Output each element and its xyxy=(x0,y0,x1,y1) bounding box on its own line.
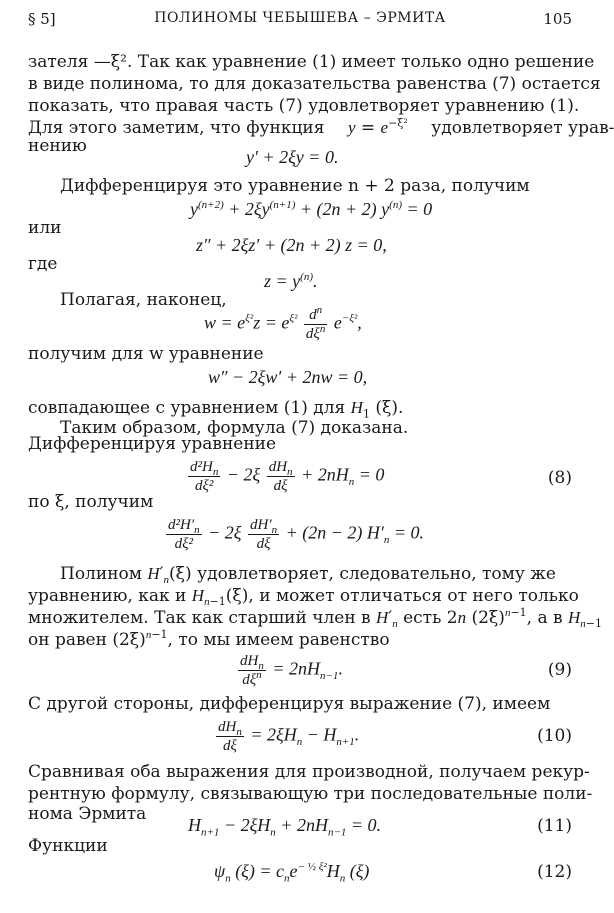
equation-y-prime: y′ + 2ξy = 0. xyxy=(246,147,339,167)
text-line: Сравнивая оба выражения для производной, получаем рекур- xyxy=(28,762,590,782)
text-line: Таким образом, формула (7) доказана. xyxy=(60,418,409,438)
equation-z: z″ + 2ξz′ + (2n + 2) z = 0, xyxy=(196,235,387,255)
equation-9: $\frac{dH_n}{d\xi^n}$ = $2nH_{n-1}$. xyxy=(240,653,343,688)
inline-formula-h1: $H_1$ (ξ). xyxy=(350,398,404,421)
text-line: Функции xyxy=(28,836,108,856)
equation-y-n2: $y^{(n+2)} + 2\xi y^{(n+1)} + (2n + 2) y^{(n)} = 0$ xyxy=(190,199,433,219)
equation-number: (9) xyxy=(547,660,572,680)
inline-formula-power: $(2\xi)^{n-1}$ xyxy=(112,628,168,650)
text-line: он равен $(2\xi)^{n-1}$, то мы имеем равенство xyxy=(28,628,390,650)
equation-number: (12) xyxy=(537,862,572,882)
text-line: в виде полинома, то для доказательства равенства (7) остается xyxy=(28,74,601,94)
inline-formula-leading: 2n $(2\xi)^{n-1}$ xyxy=(446,606,527,628)
text-line: Дифференцируя уравнение xyxy=(28,434,277,454)
inline-formula-hprime: $H'_n(\xi)$ xyxy=(147,564,192,587)
equation-w-def: $w = e^{\xi^2}z = e^{\xi^2}$ $\frac{d^n}{d\xi^n}$ $e^{-\xi^2}$, xyxy=(204,304,362,342)
inline-formula-hn-1: $H_{n-1}$ xyxy=(567,608,602,631)
equation-z-def: $z = y^{(n)}$. xyxy=(264,271,318,291)
text-line: Полагая, наконец, xyxy=(60,290,227,310)
running-header xyxy=(28,10,572,34)
equation-w: w″ − 2ξw′ + 2nw = 0, xyxy=(208,367,368,387)
text-line: множителем. Так как старший член в $H'_n$ есть 2n $(2\xi)^{n-1}$, а в $H_{n-1}$ xyxy=(28,606,602,631)
text-line: или xyxy=(28,218,62,238)
equation-number: (10) xyxy=(537,726,572,746)
inline-formula-hprime-n: $H'_n$ xyxy=(376,608,398,631)
text-line: совпадающее с уравнением (1) для $H_1$ (ξ). xyxy=(28,398,404,421)
text-line: Дифференцируя это уравнение n + 2 раза, получим xyxy=(60,176,530,196)
text-line: уравнению, как и $H_{n-1}(\xi)$, и может отличаться от него только xyxy=(28,586,579,609)
inline-formula-hn1: $H_{n-1}(\xi)$ xyxy=(191,586,249,609)
text-line: С другой стороны, дифференцируя выражение (7), имеем xyxy=(28,694,551,714)
equation-11: $H_{n+1} - 2\xi H_n + 2nH_{n-1} = 0$. xyxy=(188,815,382,839)
text-line: по ξ, получим xyxy=(28,492,154,512)
equation-number: (8) xyxy=(547,468,572,488)
equation-8: $\frac{d^2H_n}{\text{dξ²}}$ − 2ξ $\frac{dH_n}{d\xi}$ + $2nH_n = 0$ xyxy=(190,459,385,494)
text-line: нома Эрмита xyxy=(28,804,147,824)
text-line: получим для w уравнение xyxy=(28,344,264,364)
equation-10: $\frac{dH_n}{d\xi}$ = $2\xi H_n - H_{n+1}$. xyxy=(218,719,360,754)
text-line: зателя —ξ². Так как уравнение (1) имеет только одно решение xyxy=(28,52,595,72)
running-title: ПОЛИНОМЫ ЧЕБЫШЕВА – ЭРМИТА xyxy=(154,10,446,26)
text-line: где xyxy=(28,254,58,274)
text-line: Полином $H'_n(\xi)$ удовлетворяет, следовательно, тому же xyxy=(60,564,556,587)
text-line: рентную формулу, связывающую три последовательные поли- xyxy=(28,784,593,804)
section-mark: § 5] xyxy=(28,10,56,28)
text-line: Для этого заметим, что функция $y = e^{-\xi^2}$ удовлетворяет урав- xyxy=(28,116,614,138)
equation-h-prime: $\frac{d^2H'_n}{\text{dξ²}}$ − 2ξ $\frac{dH'_n}{d\xi}$ + (2n − 2) $H'_n = 0$. xyxy=(168,517,424,552)
text-line: показать, что правая часть (7) удовлетворяет уравнению (1). xyxy=(28,96,580,116)
inline-formula-y: $y = e^{-\xi^2}$ xyxy=(347,116,408,138)
text-line: нению xyxy=(28,136,87,156)
equation-number: (11) xyxy=(537,816,572,836)
page-number: 105 xyxy=(543,10,572,28)
equation-12: $\psi_n$ $(\xi) = c_ne^{- \frac{1}{2} \xi^2}H_n$ (ξ) xyxy=(214,861,370,885)
